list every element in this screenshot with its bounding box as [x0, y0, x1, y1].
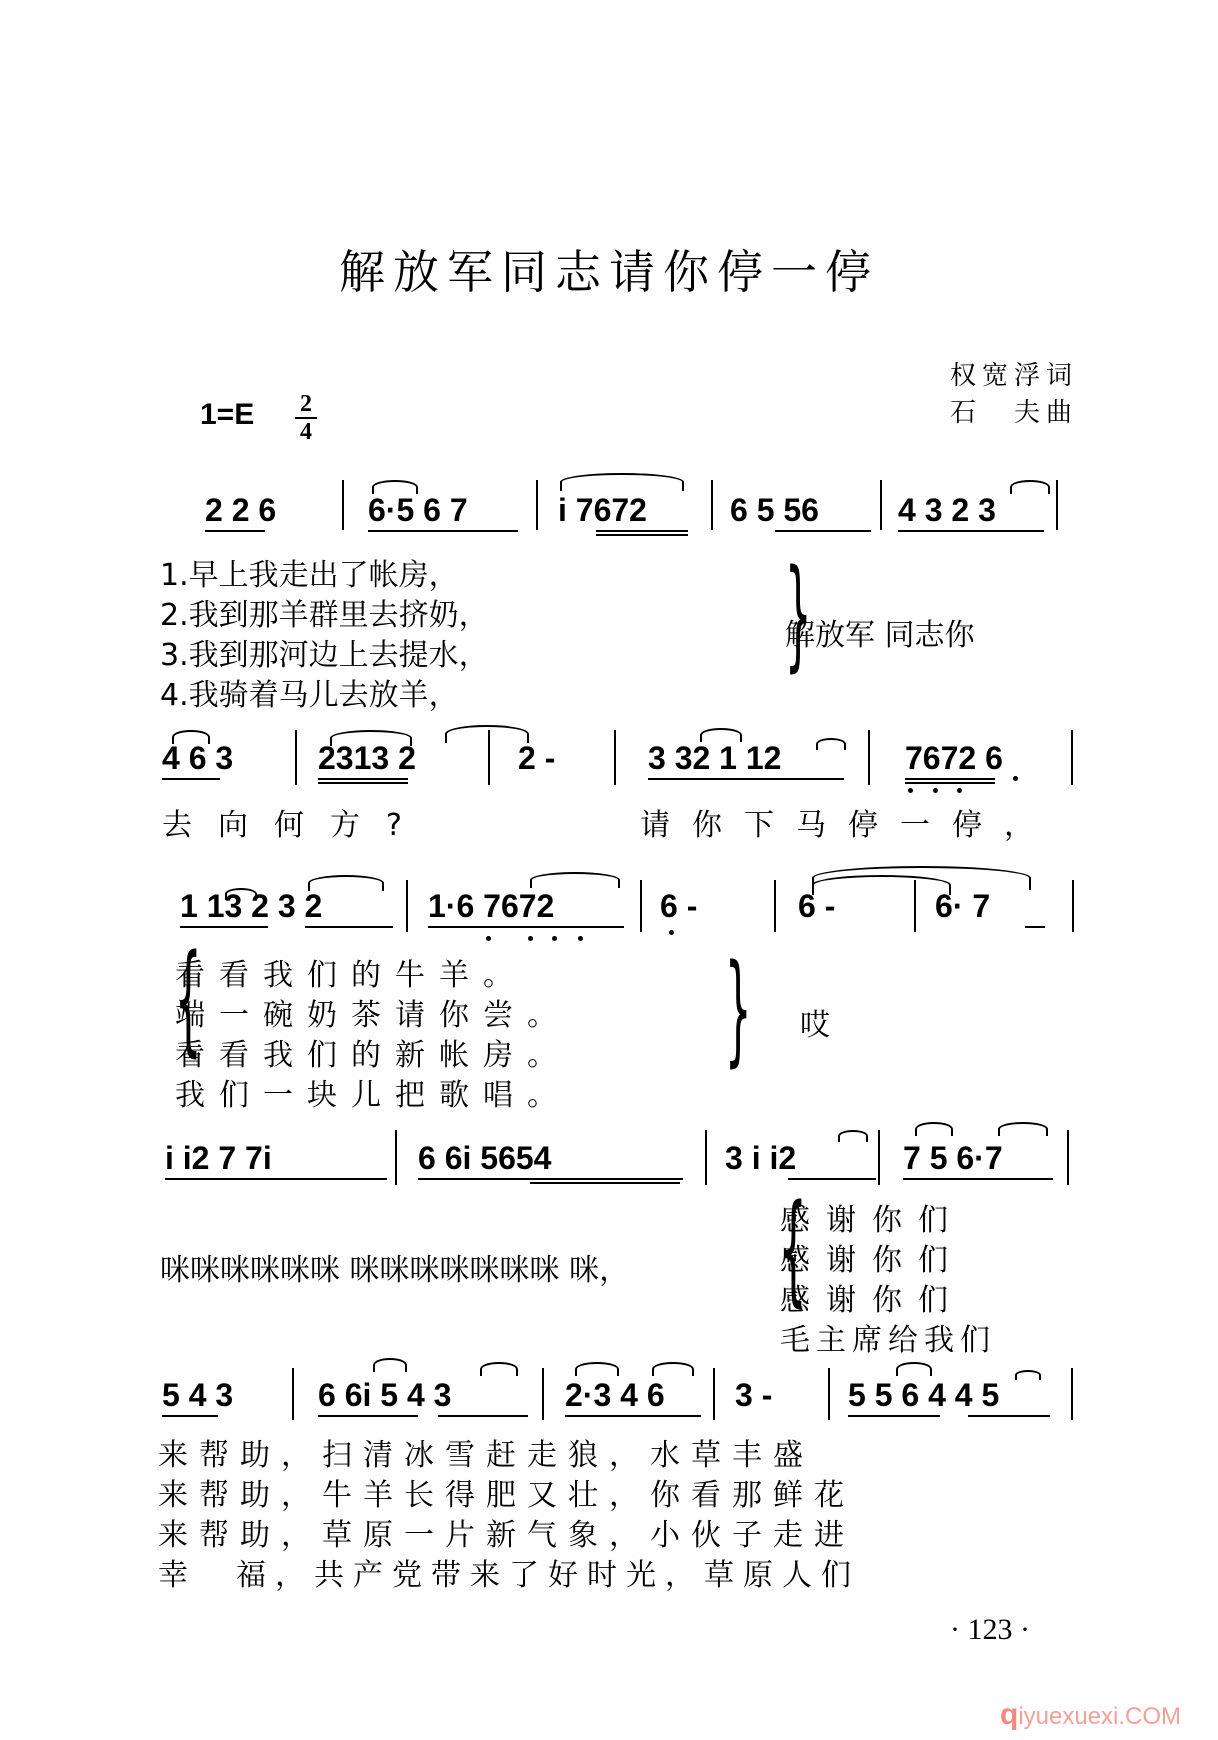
octave-dot — [1013, 776, 1018, 781]
underline — [180, 926, 268, 928]
lyric-verse-4: 4.我骑着马儿去放羊， — [160, 678, 459, 713]
octave-dot — [552, 936, 557, 941]
octave-dot — [669, 930, 674, 935]
underline — [162, 778, 220, 780]
bar-line — [705, 1130, 707, 1185]
underline — [165, 1178, 387, 1180]
underline — [318, 782, 408, 784]
underline — [428, 926, 624, 928]
measure: 1·6 7672 — [428, 888, 555, 924]
lyric-verse-3: 来帮助，草原一片新气象，小伙子走进 — [158, 1518, 855, 1553]
bar-line — [711, 480, 713, 530]
bar-line — [640, 880, 642, 932]
measure: 6 6i 5 4 3 — [318, 1377, 452, 1413]
bar-line — [1056, 480, 1058, 530]
underline — [318, 778, 408, 780]
underline — [418, 1178, 683, 1180]
underline — [162, 1415, 218, 1417]
underline — [848, 1415, 940, 1417]
bar-line — [828, 1368, 830, 1420]
bar-line — [713, 1368, 715, 1420]
measure: i 7672 — [558, 492, 647, 528]
underline — [596, 534, 688, 536]
underline — [368, 530, 518, 532]
left-brace: { — [779, 1180, 807, 1319]
slur — [225, 888, 257, 900]
bar-line — [295, 730, 297, 785]
slur — [172, 730, 210, 744]
underline — [565, 1415, 701, 1417]
watermark-text: iyuexuexi.COM — [1018, 1703, 1182, 1730]
lyric-verse-2: 感谢你们 — [780, 1243, 964, 1278]
bar-line — [614, 730, 616, 785]
song-title: 解放军同志请你停一停 — [339, 245, 879, 299]
underline — [905, 782, 995, 784]
slur — [308, 875, 384, 891]
bar-line — [536, 480, 538, 530]
slur — [372, 480, 418, 494]
measure: 6·5 6 7 — [368, 492, 468, 528]
underline — [775, 530, 871, 532]
lyricist-credit: 权宽浮词 — [949, 361, 1078, 391]
underline — [305, 926, 393, 928]
slur — [373, 1358, 407, 1372]
slur — [530, 872, 620, 888]
underline — [318, 1415, 418, 1417]
measure: i i2 7 7i — [165, 1140, 272, 1176]
lyric-verse-2: 来帮助，牛羊长得肥又壮，你看那鲜花 — [158, 1478, 855, 1513]
lyric-verse-3: 感谢你们 — [780, 1283, 964, 1318]
slur — [998, 1122, 1048, 1136]
tie — [445, 725, 529, 743]
measure: 5 5 6 4 4 5 — [848, 1377, 1000, 1413]
bar-line — [406, 880, 408, 932]
lyric-verse-3: 看看我们的新帐房。 — [175, 1038, 571, 1073]
time-numerator: 2 — [300, 391, 312, 417]
bar-line — [1067, 1130, 1069, 1185]
tie — [812, 875, 951, 895]
lyric-line: 请你下马停一停， — [640, 808, 1056, 843]
underline — [968, 1415, 1050, 1417]
underline — [205, 530, 265, 532]
underline — [905, 778, 995, 780]
underline — [1025, 926, 1045, 928]
slur — [1015, 1370, 1041, 1380]
composer-credit: 石 夫曲 — [949, 398, 1078, 428]
bar-line — [488, 730, 490, 785]
bar-line — [878, 1130, 880, 1185]
slur — [480, 1362, 518, 1376]
right-brace: } — [784, 545, 812, 684]
octave-dot — [486, 936, 491, 941]
bar-line — [914, 880, 916, 932]
measure: 2 - — [518, 740, 556, 776]
refrain-lyric: 解放军 同志你 — [785, 618, 975, 653]
measure: 4 6 3 — [162, 740, 234, 776]
measure: 6· 7 — [935, 888, 991, 924]
interjection-lyric-line: 咪咪咪咪咪咪 咪咪咪咪咪咪咪 咪， — [160, 1253, 630, 1288]
slur — [896, 1362, 932, 1376]
measure: 5 4 3 — [162, 1377, 234, 1413]
bar-line — [292, 1368, 294, 1420]
measure: 7672 6 — [905, 740, 1003, 776]
bar-line — [1072, 880, 1074, 932]
slur — [330, 730, 412, 746]
measure: 2313 2 — [318, 740, 416, 776]
measure: 6 - — [798, 888, 836, 924]
bar-line — [1071, 730, 1073, 785]
bar-line — [342, 480, 344, 530]
underline — [898, 530, 1044, 532]
lyric-verse-1: 感谢你们 — [780, 1203, 964, 1238]
measure: 2 2 6 — [205, 492, 277, 528]
key-signature: 1=E — [200, 398, 255, 431]
octave-dot — [933, 788, 938, 793]
octave-dot — [578, 936, 583, 941]
octave-dot — [528, 936, 533, 941]
bar-line — [395, 1130, 397, 1185]
underline — [596, 530, 688, 532]
slur — [1010, 480, 1050, 494]
octave-dot — [908, 788, 913, 793]
underline — [438, 1415, 528, 1417]
lyric-verse-1: 1.早上我走出了帐房， — [160, 558, 459, 593]
lyric-verse-4: 毛主席给我们 — [780, 1323, 996, 1358]
lyric-line: 去向何方? — [162, 808, 428, 843]
measure: 3 32 1 12 — [648, 740, 782, 776]
lyric-verse-1: 看看我们的牛羊。 — [175, 958, 527, 993]
underline — [530, 1182, 680, 1184]
measure: 3 i i2 — [725, 1140, 797, 1176]
watermark-logo-icon: q — [1000, 1698, 1019, 1731]
measure: 6 5 56 — [730, 492, 819, 528]
time-signature — [295, 392, 317, 444]
bar-line — [1071, 1368, 1073, 1420]
underline — [648, 778, 844, 780]
measure: 4 3 2 3 — [898, 492, 996, 528]
lyric-verse-2: 2.我到那羊群里去挤奶， — [160, 598, 489, 633]
lyric-verse-1: 来帮助，扫清冰雪赶走狼，水草丰盛 — [158, 1438, 814, 1473]
octave-dot — [957, 788, 962, 793]
bar-line — [880, 480, 882, 530]
slur — [560, 473, 684, 491]
right-brace: } — [724, 940, 752, 1079]
time-denominator: 4 — [300, 419, 312, 445]
bar-line — [868, 730, 870, 785]
measure: 6 - — [660, 888, 698, 924]
lyric-verse-4: 我们一块儿把歌唱。 — [175, 1078, 571, 1113]
left-brace: { — [174, 930, 202, 1069]
lyric-verse-2: 端一碗奶茶请你尝。 — [175, 998, 571, 1033]
measure: 1 13 2 3 2 — [180, 888, 323, 924]
bar-line — [542, 1368, 544, 1420]
underline — [903, 1178, 1053, 1180]
slur — [915, 1122, 953, 1136]
bar-line — [774, 880, 776, 932]
measure: 7 5 6·7 — [903, 1140, 1003, 1176]
slur — [575, 1362, 619, 1376]
slur — [652, 1362, 694, 1376]
measure: 3 - — [735, 1377, 773, 1413]
measure: 2·3 4 6 — [565, 1377, 665, 1413]
watermark — [1000, 1698, 1181, 1732]
slur — [700, 728, 742, 742]
slur — [816, 738, 846, 750]
slur — [838, 1130, 868, 1142]
lyric-verse-3: 3.我到那河边上去提水， — [160, 638, 489, 673]
measure: 6 6i 5654 — [418, 1140, 552, 1176]
lyric-verse-4: 幸 福，共产党带来了好时光，草原人们 — [158, 1558, 860, 1593]
interjection-lyric: 哎 — [800, 1008, 830, 1043]
page-number: · 123 · — [950, 1613, 1030, 1646]
